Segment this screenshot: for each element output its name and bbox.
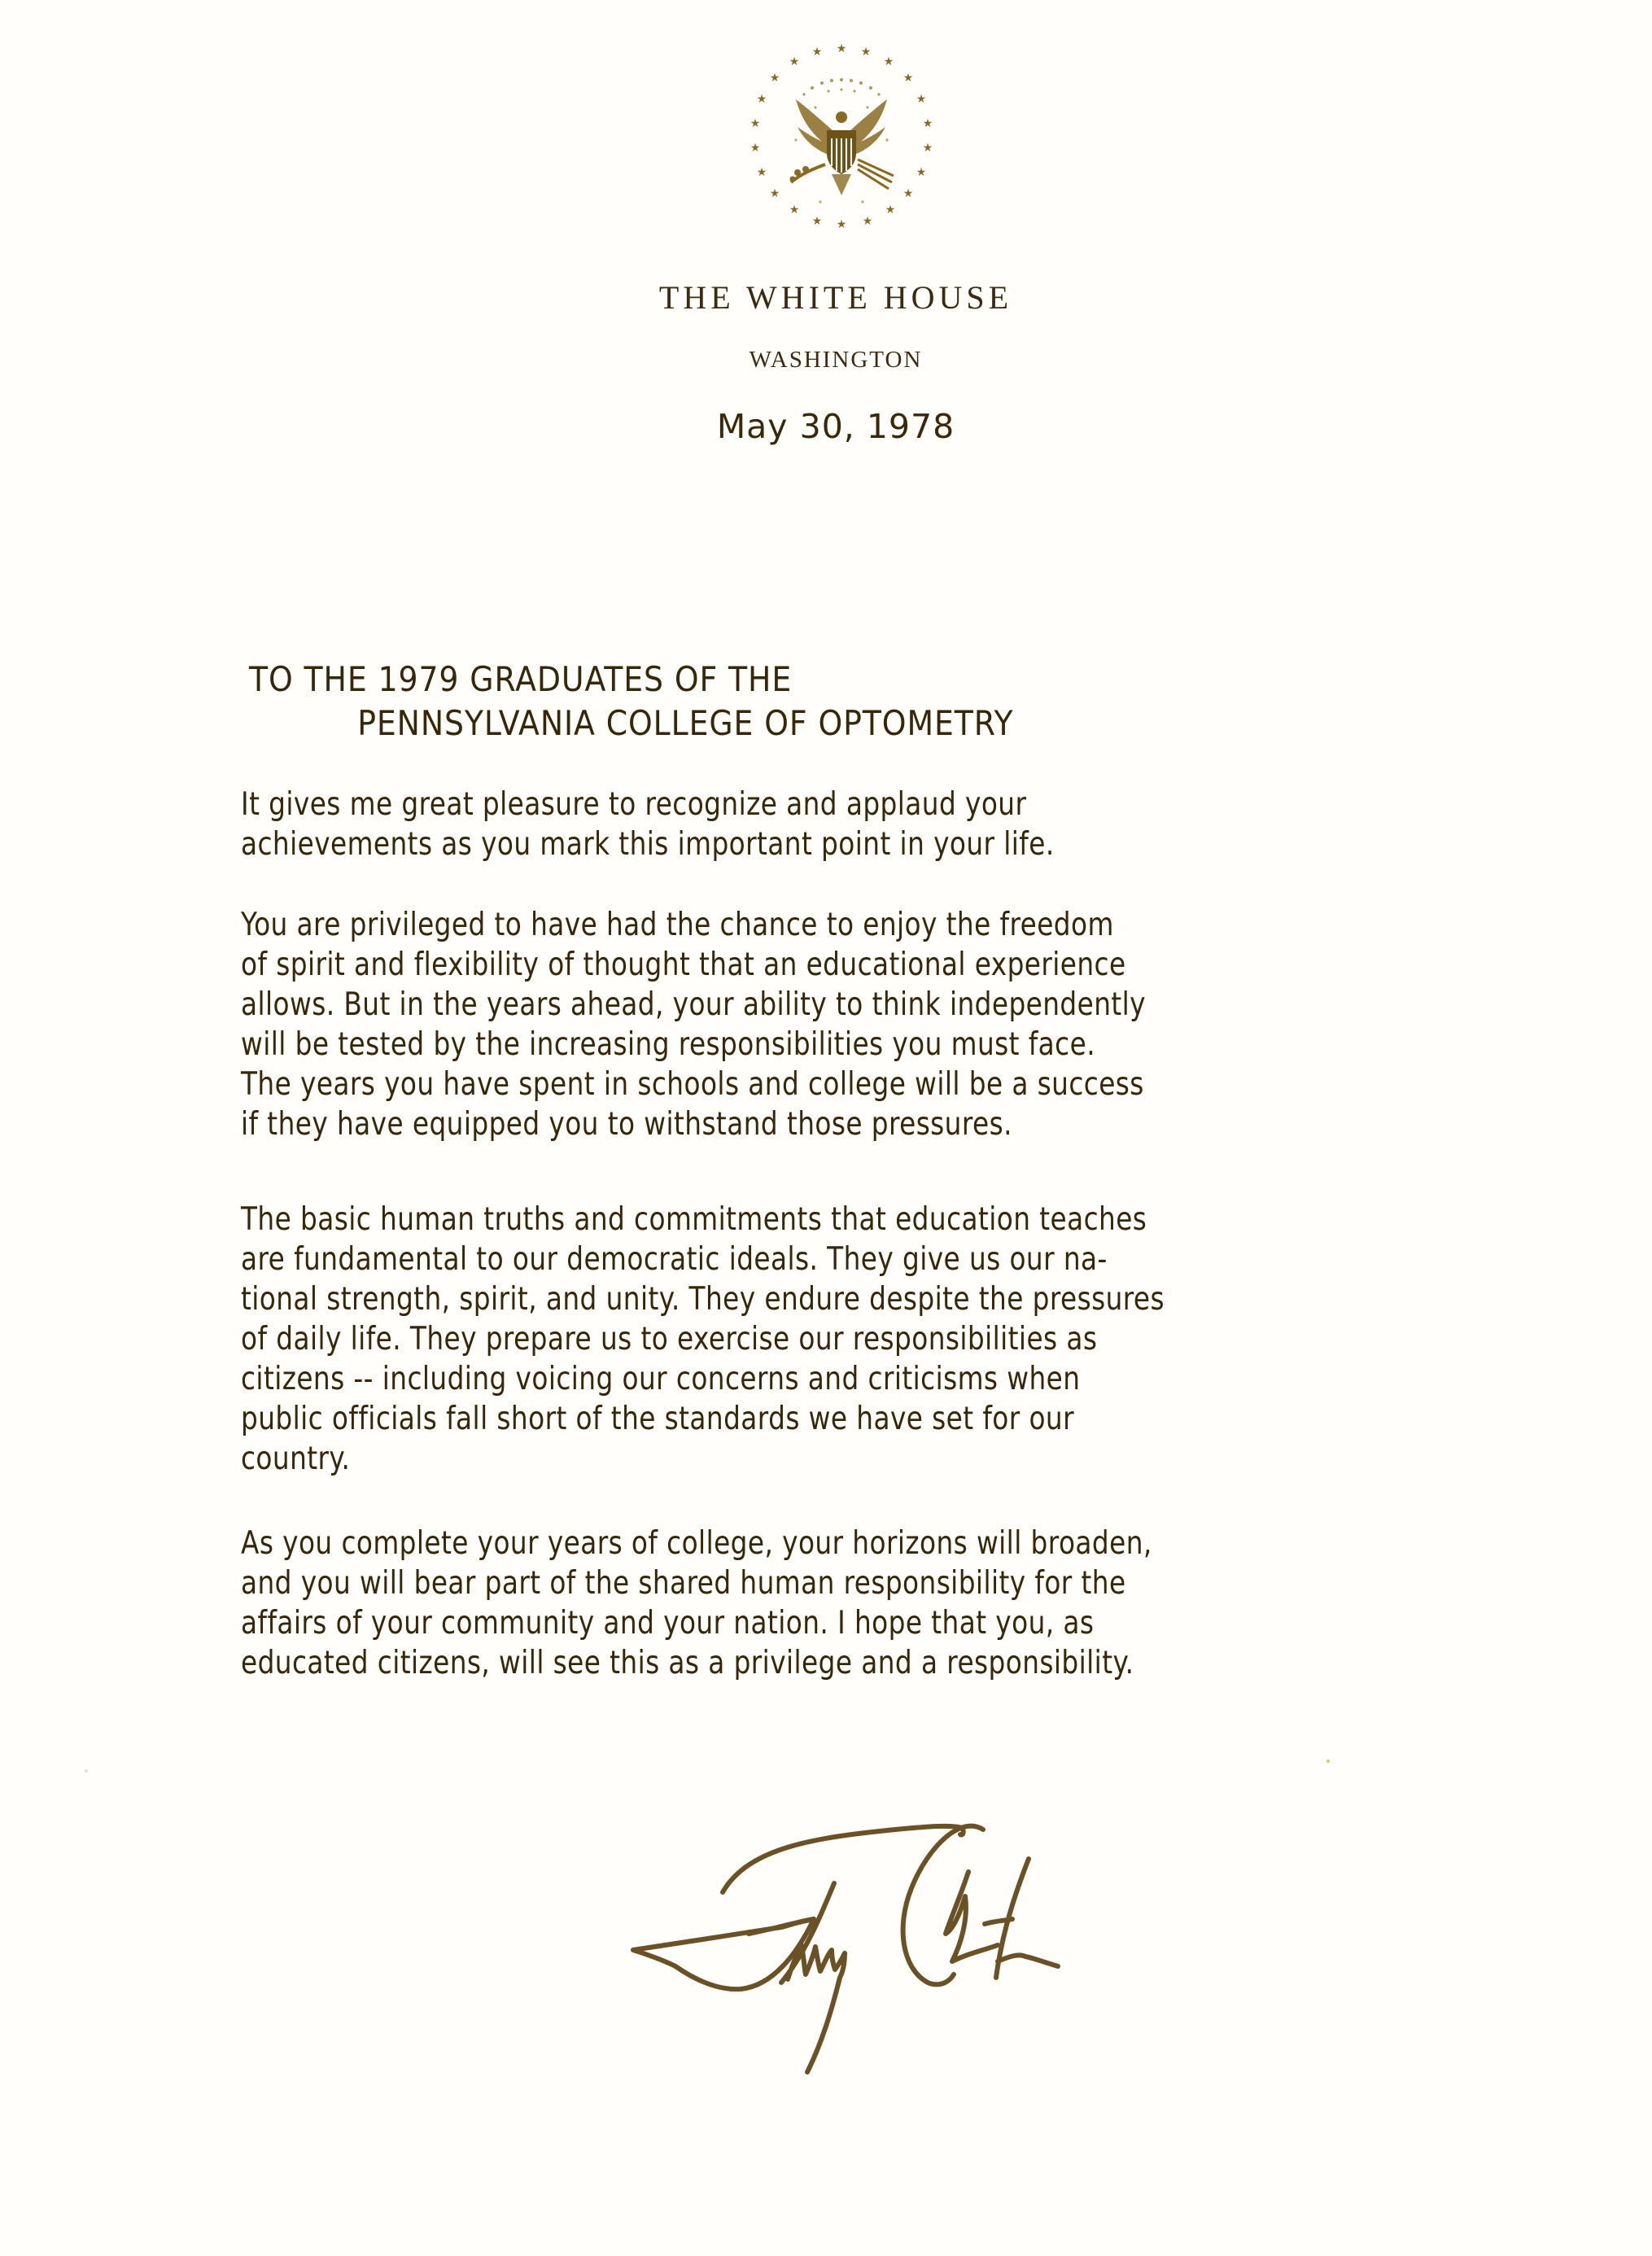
presidential-seal-icon (747, 42, 936, 231)
paragraph-3 (241, 1200, 1335, 1479)
letter-date: May 30, 1978 (716, 407, 955, 446)
svg-text:★: ★ (922, 142, 933, 155)
paragraph-line: public officials fall short of the standards we have set for our (241, 1401, 1074, 1437)
svg-text:★: ★ (769, 187, 780, 200)
paragraph-line: and you will bear part of the shared human responsibility for the (241, 1565, 1126, 1602)
signature-icon (627, 1790, 1408, 2100)
svg-text:★: ★ (902, 72, 914, 85)
paragraph-line: citizens -- including voicing our concerns and criticisms when (241, 1361, 1081, 1397)
paragraph-line: The years you have spent in schools and college will be a success (241, 1066, 1144, 1103)
paragraph-line: You are privileged to have had the chance to enjoy the freedom (241, 907, 1114, 943)
paragraph-line: tional strength, spirit, and unity. They endure despite the pressures (241, 1281, 1165, 1318)
paragraph-line: allows. But in the years ahead, your ability to think independently (241, 986, 1146, 1023)
paragraph-1 (241, 785, 1335, 864)
svg-text:★: ★ (769, 72, 780, 85)
svg-text:★: ★ (902, 187, 914, 200)
paragraph-4 (241, 1524, 1335, 1683)
paragraph-line: will be tested by the increasing responsibilities you must face. (241, 1026, 1096, 1063)
svg-text:★: ★ (885, 203, 896, 216)
paragraph-line: It gives me great pleasure to recognize and applaud your (241, 786, 1027, 823)
paper-speck (85, 1769, 88, 1773)
svg-text:★: ★ (750, 142, 761, 155)
svg-text:★: ★ (922, 117, 933, 130)
svg-text:★: ★ (789, 55, 800, 68)
svg-text:★: ★ (811, 46, 823, 59)
letterhead-city: WASHINGTON (749, 347, 923, 373)
paragraph-line: educated citizens, will see this as a privilege and a responsibility. (241, 1645, 1134, 1681)
svg-text:★: ★ (756, 93, 767, 106)
paragraph-line: country. (241, 1441, 351, 1477)
svg-text:★: ★ (789, 203, 800, 216)
letterhead-title: THE WHITE HOUSE (658, 279, 1013, 316)
svg-text:★: ★ (860, 46, 872, 59)
paragraph-2 (241, 905, 1335, 1144)
paragraph-line: of daily life. They prepare us to exercise our responsibilities as (241, 1321, 1098, 1358)
svg-text:★: ★ (916, 93, 927, 106)
paragraph-line: of spirit and flexibility of thought that an educational experience (241, 947, 1126, 983)
svg-text:★: ★ (836, 42, 847, 55)
paragraph-line: are fundamental to our democratic ideals. They give us our na- (241, 1241, 1108, 1278)
paragraph-line: affairs of your community and your nation. I hope that you, as (241, 1605, 1095, 1642)
svg-text:★: ★ (750, 117, 761, 130)
svg-text:★: ★ (916, 166, 927, 179)
paragraph-line: achievements as you mark this important point in your life. (241, 826, 1055, 863)
svg-text:★: ★ (811, 215, 823, 228)
paragraph-line: if they have equipped you to withstand those pressures. (241, 1106, 1012, 1143)
salutation (249, 658, 1013, 745)
paper-speck (1326, 1760, 1330, 1763)
salutation-line-2: PENNSYLVANIA COLLEGE OF OPTOMETRY (357, 703, 1014, 743)
svg-text:★: ★ (756, 166, 767, 179)
svg-text:★: ★ (883, 55, 894, 68)
paragraph-line: The basic human truths and commitments that education teaches (241, 1201, 1147, 1238)
paragraph-line: As you complete your years of college, your horizons will broaden, (241, 1525, 1152, 1562)
svg-text:★: ★ (836, 218, 847, 231)
salutation-line-1: TO THE 1979 GRADUATES OF THE (249, 659, 793, 699)
svg-text:★: ★ (862, 215, 873, 228)
